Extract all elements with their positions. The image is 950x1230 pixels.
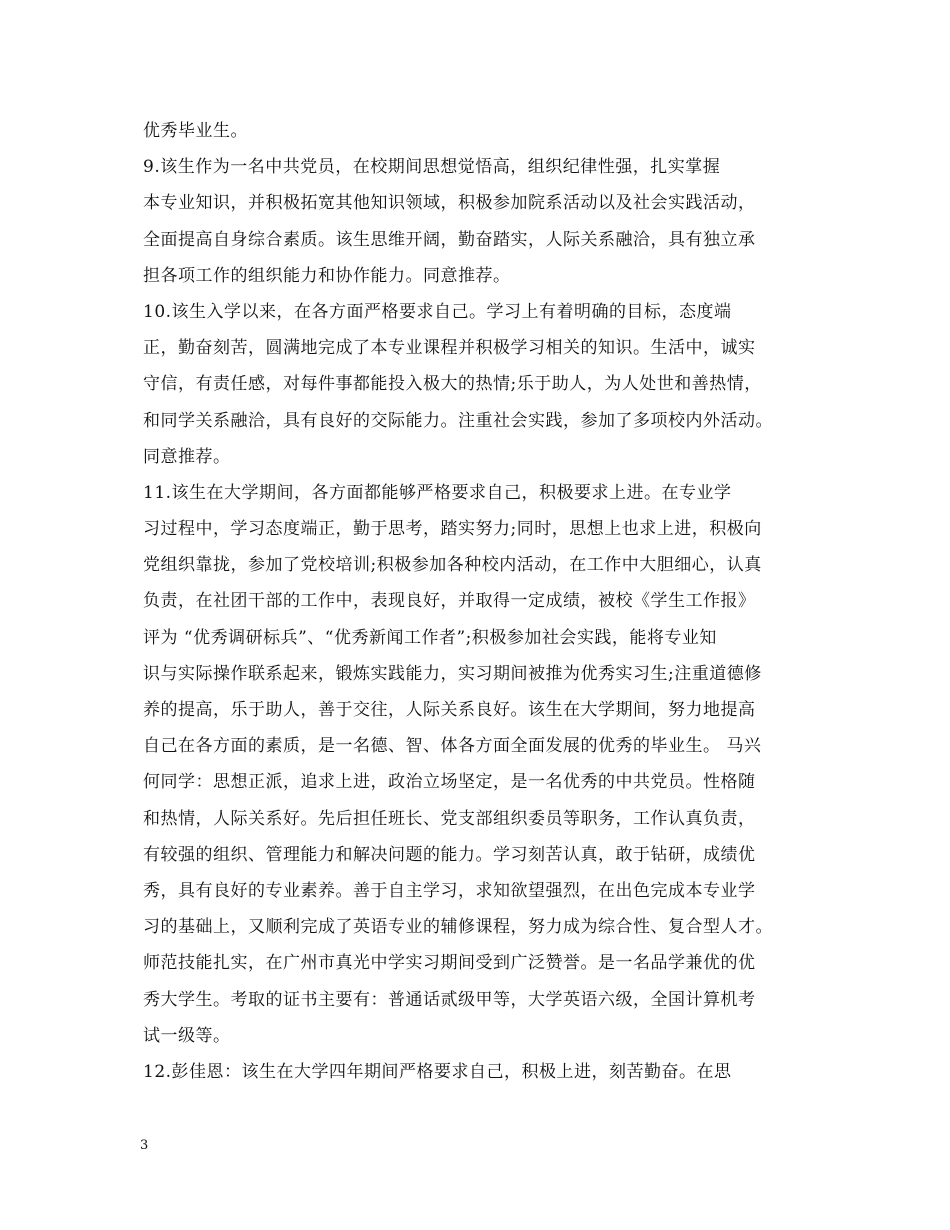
text-line: 同意推荐。	[143, 446, 231, 467]
text-line: 正，勤奋刻苦，圆满地完成了本专业课程并积极学习相关的知识。生活中，诚实	[143, 338, 756, 359]
text-line: 党组织靠拢，参加了党校培训;积极参加各种校内活动，在工作中大胆细心，认真	[143, 555, 762, 576]
text-line: 9.该生作为一名中共党员，在校期间思想觉悟高，组织纪律性强，扎实掌握	[143, 157, 721, 178]
text-line: 10.该生入学以来，在各方面严格要求自己。学习上有着明确的目标，态度端	[143, 301, 732, 322]
text-line: 有较强的组织、管理能力和解决问题的能力。学习刻苦认真，敢于钻研，成绩优	[143, 844, 756, 865]
text-line: 和热情，人际关系好。先后担任班长、党支部组织委员等职务，工作认真负责，	[143, 808, 756, 829]
text-line: 11.该生在大学期间，各方面都能够严格要求自己，积极要求上进。在专业学	[143, 482, 732, 503]
text-line: 本专业知识，并积极拓宽其他知识领域，积极参加院系活动以及社会实践活动，	[143, 193, 756, 214]
text-line: 守信，有责任感，对每件事都能投入极大的热情;乐于助人，为人处世和善热情，	[143, 374, 762, 395]
text-line: 秀大学生。考取的证书主要有：普通话贰级甲等，大学英语六级，全国计算机考	[143, 989, 756, 1010]
text-line: 习过程中，学习态度端正，勤于思考，踏实努力;同时，思想上也求上进，积极向	[143, 519, 762, 540]
text-line: 养的提高，乐于助人，善于交往，人际关系良好。该生在大学期间，努力地提高	[143, 700, 756, 720]
text-line: 负责，在社团干部的工作中，表现良好，并取得一定成绩，被校《学生工作报》	[143, 591, 756, 612]
page-number: 3	[140, 1138, 149, 1153]
text-line: 12.彭佳恩：该生在大学四年期间严格要求自己，积极上进，刻苦勤奋。在思	[143, 1061, 732, 1082]
text-line: 评为 “优秀调研标兵”、“优秀新闻工作者”;积极参加社会实践，能将专业知	[143, 627, 717, 648]
text-line: 试一级等。	[143, 1025, 231, 1046]
text-line: 自己在各方面的素质，是一名德、智、体各方面全面发展的优秀的毕业生。 马兴	[143, 736, 762, 757]
text-line: 师范技能扎实，在广州市真光中学实习期间受到广泛赞誉。是一名品学兼优的优	[143, 953, 756, 974]
text-line: 何同学：思想正派，追求上进，政治立场坚定，是一名优秀的中共党员。性格随	[143, 772, 756, 793]
text-line: 秀，具有良好的专业素养。善于自主学习，求知欲望强烈，在出色完成本专业学	[143, 880, 756, 901]
text-line: 和同学关系融洽，具有良好的交际能力。注重社会实践，参加了多项校内外活动。	[143, 410, 773, 431]
body-text	[143, 113, 823, 1090]
text-line: 识与实际操作联系起来，锻炼实践能力，实习期间被推为优秀实习生;注重道德修	[143, 663, 762, 684]
text-line: 习的基础上，又顺利完成了英语专业的辅修课程，努力成为综合性、复合型人才。	[143, 917, 773, 938]
text-line: 优秀毕业生。	[143, 121, 248, 141]
text-line: 担各项工作的组织能力和协作能力。同意推荐。	[143, 265, 511, 286]
text-line: 全面提高自身综合素质。该生思维开阔，勤奋踏实，人际关系融洽，具有独立承	[143, 229, 756, 250]
